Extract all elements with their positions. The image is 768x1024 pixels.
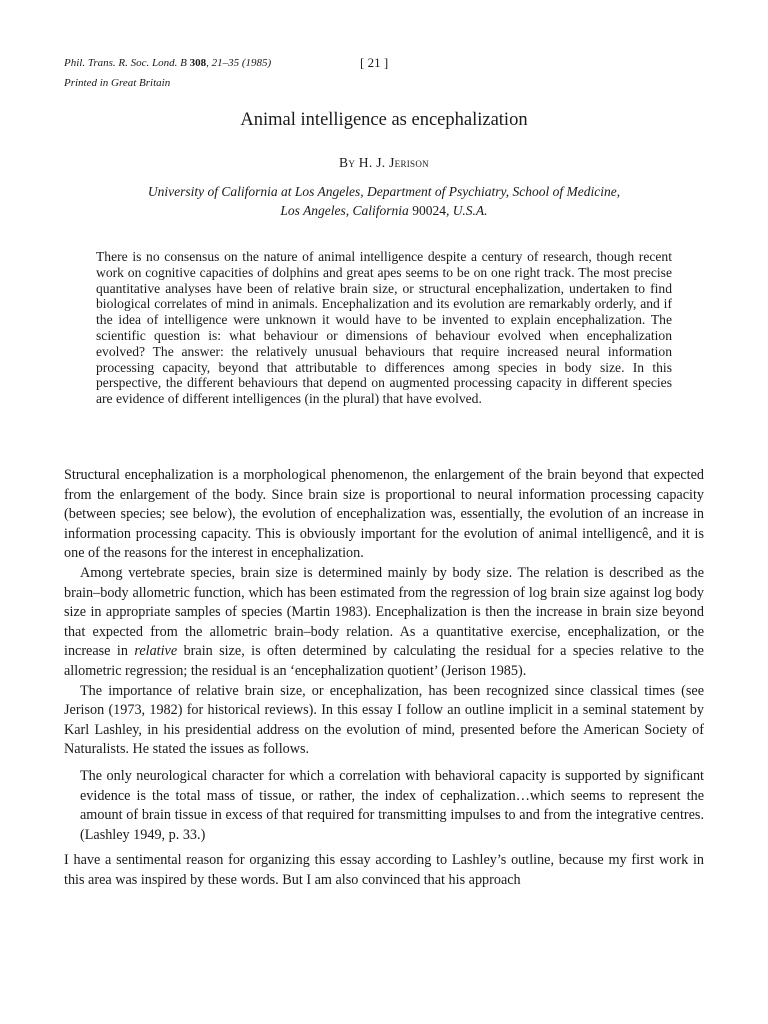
paragraph-2 xyxy=(64,564,704,682)
citation-prefix: Phil. Trans. R. Soc. Lond. B xyxy=(64,57,190,69)
journal-citation xyxy=(64,57,271,69)
paragraph-2-part-a: Among vertebrate species, brain size is determined mainly by body size. The relation is described as the brain–body allometric function, which has been estimated from the regression of log brain size against log body size in appropriate samples of species (Martin 1983). Encephalization is then the increase in brain size beyond that expected from the allometric brain–body relation. As a quantitative exercise, encephalization, or the increase in xyxy=(64,564,704,660)
paper-title: Animal intelligence as encephalization xyxy=(240,110,528,130)
author-name: H. J. Jerison xyxy=(358,155,429,170)
paragraph-2-italic: relative xyxy=(134,643,178,660)
citation-volume: 308 xyxy=(189,57,207,69)
author-line xyxy=(0,155,768,171)
abstract: There is no consensus on the nature of animal intelligence despite a century of research, though recent work on cognitive capacities of dolphins and great apes seems to be on one right track. The most precise quantitative analyses have been of relative brain size, or structural encephalization, undertaken to find biological correlates of mind in animals. Encephalization and its evolution are remarkably orderly, and if the idea of intelligence were unknown it would have to be invented to explain encephalization. The scientific question is: what behaviour or dimensions of behaviour evolved when encephalization evolved? The answer: the relatively unusual behaviours that require increased neural information processing capacity, beyond that attributable to differences among species in body size. In this perspective, the different behaviours that depend on augmented processing capacity in different species are evidence of different intelligences (in the plural) that have evolved. xyxy=(96,249,672,407)
paragraph-4: I have a sentimental reason for organizing this essay according to Lashley’s outline, because my first work in this area was inspired by these words. But I am also convinced that his approach xyxy=(64,852,704,888)
affiliation-line-2 xyxy=(0,201,768,220)
paragraph-2-part-b: brain size, is often determined by calculating the residual for a species relative to the allometric regression; the residual is an ‘encephalization quotient’ (Jerison 1985). xyxy=(64,643,704,679)
affiliation-zip: 90024 xyxy=(412,203,446,218)
paragraph-3: The importance of relative brain size, or encephalization, has been recognized since classical times (see Jerison (1973, 1982) for historical reviews). In this essay I follow an outline implicit in a seminal statement by Karl Lashley, in his presidential address on the evolution of mind, presented before the American Society of Naturalists. He stated the issues as follows. xyxy=(64,682,704,758)
affiliation-city: Los Angeles, California xyxy=(280,203,413,218)
block-quote: The only neurological character for which a correlation with behavioral capacity is supported by significant evidence is the total mass of tissue, or rather, the index of cephalization…which seems to represent the amount of brain tissue in excess of that required for transmitting impulses to and from the integrative centres. (Lashley 1949, p. 33.) xyxy=(80,767,704,843)
affiliation xyxy=(0,182,768,220)
affiliation-country: , U.S.A. xyxy=(445,203,488,218)
affiliation-line-1: University of California at Los Angeles, Department of Psychiatry, School of Medicine, xyxy=(147,184,621,199)
page-number: [ 21 ] xyxy=(360,55,389,70)
body-text xyxy=(64,466,704,890)
citation-suffix: , 21–35 (1985) xyxy=(206,57,272,69)
printed-in: Printed in Great Britain xyxy=(64,77,171,89)
author-by: By xyxy=(339,155,359,170)
paragraph-1: Structural encephalization is a morphological phenomenon, the enlargement of the brain beyond that expected from the enlargement of the body. Since brain size is proportional to neural information processing capacity (between species; see below), the evolution of encephalization was, essentially, the evolution of an increase in information processing capacity. This is obviously important for the evolution of animal intelligencê, and it is one of the reasons for the interest in encephalization. xyxy=(64,467,704,562)
